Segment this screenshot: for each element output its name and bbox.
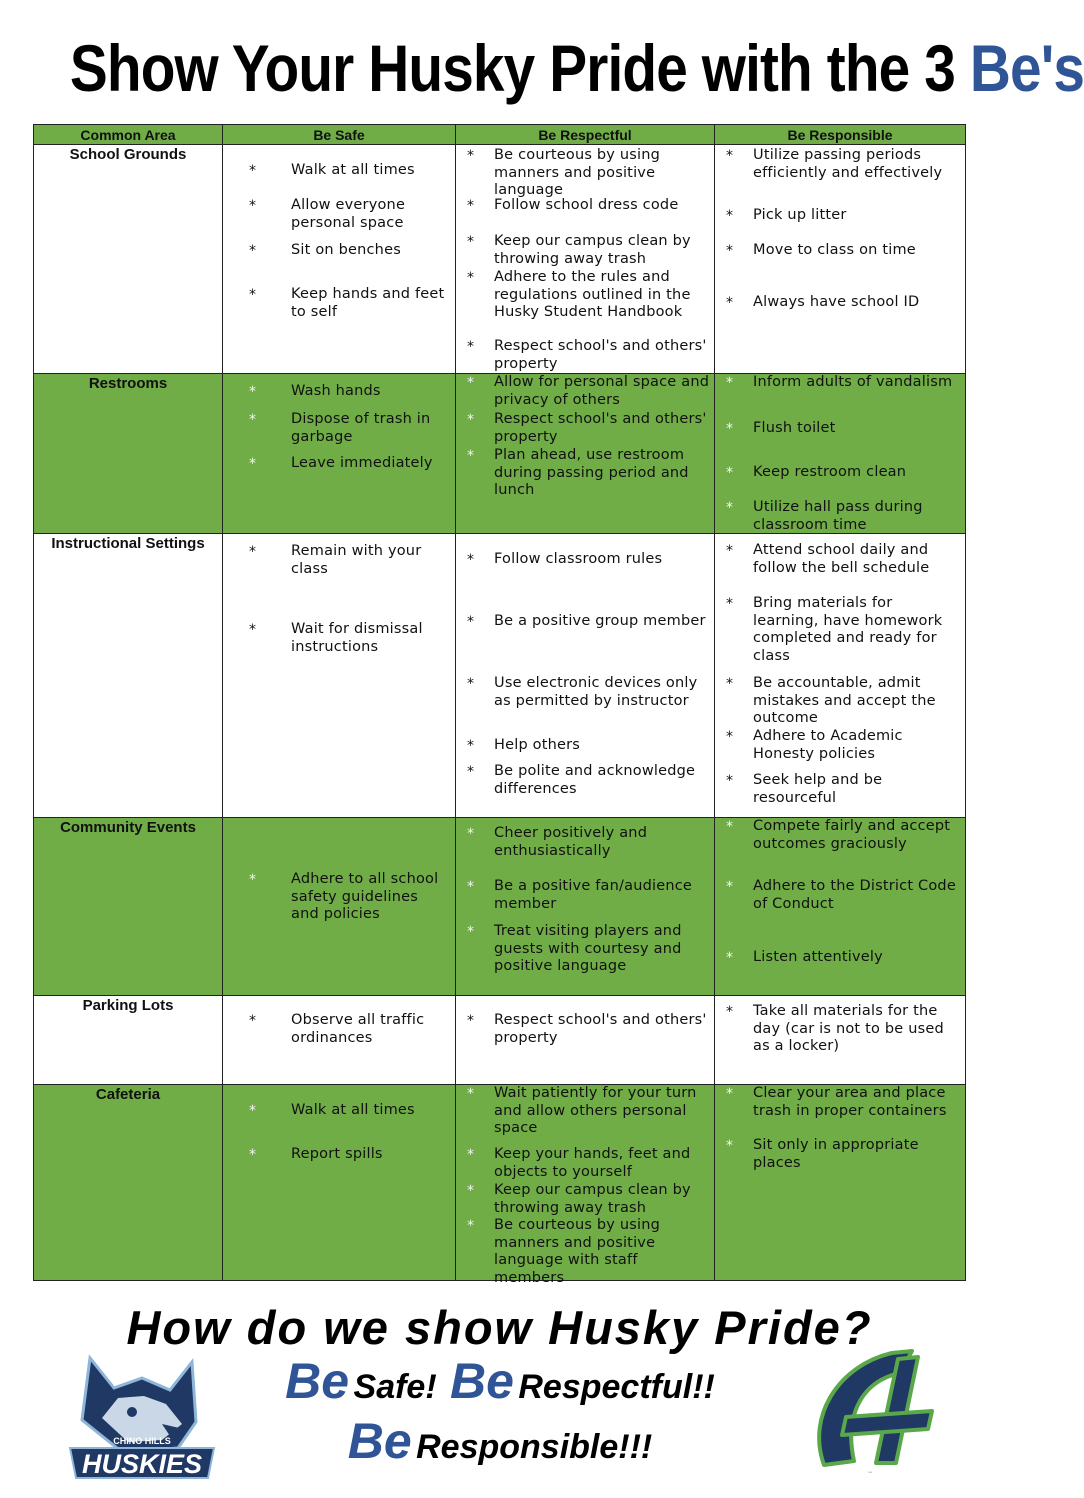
list-item-text: Wash hands [291,383,381,399]
list-item [715,878,965,913]
bullet-star-icon: * [467,1218,474,1234]
bullet-star-icon: * [249,1103,256,1119]
cell-safe-restrooms [223,374,456,534]
bullet-star-icon: * [467,924,474,940]
logo-small-text: CHINO HILLS [113,1436,171,1446]
list-item [223,197,455,232]
cell-content [456,818,714,994]
cell-content [223,534,455,816]
bullet-star-icon: * [467,676,474,692]
cell-content [223,145,455,372]
list-item [456,269,714,322]
list-item-text: Leave immediately [291,455,433,471]
bottom-question: How do we show Husky Pride? [126,1301,873,1354]
list-item-text: Follow classroom rules [494,551,663,567]
list-item-text: Adhere to all school safety guidelines and policies [291,871,439,922]
title-main: Show Your Husky Pride with the 3 [69,31,955,105]
bullet-star-icon: * [467,1147,474,1163]
slogan-responsible: Responsible!!! [416,1428,653,1466]
list-item [715,542,965,577]
list-item-text: Keep hands and feet to self [291,286,445,320]
list-item-text: Compete fairly and accept outcomes graciously [753,818,951,852]
be-word: Be [347,1413,412,1469]
cell-content [715,1085,965,1279]
common-area-parking-lots: Parking Lots [34,996,223,1085]
cell-content [456,145,714,372]
list-item [715,595,965,665]
bullet-star-icon: * [726,950,733,966]
bullet-star-icon: * [249,622,256,638]
list-item-text: Wait patiently for your turn and allow others personal space [494,1085,697,1136]
list-item [456,338,714,373]
list-item [456,763,714,798]
slogan-line-1 [180,1352,820,1410]
list-item-text: Be a positive group member [494,613,706,629]
list-item [223,1146,455,1164]
list-item [715,1085,965,1120]
list-item-text: Utilize hall pass during classroom time [753,499,923,533]
slogan-line-2 [180,1412,820,1470]
list-item [456,147,714,200]
cell-safe-cafeteria [223,1085,456,1281]
bullet-star-icon: * [467,1013,474,1029]
list-item-text: Take all materials for the day (car is not to be used as a locker) [753,1003,944,1054]
bullet-star-icon: * [726,1086,733,1102]
cell-respectful-school-grounds [456,145,715,374]
list-item-text: Clear your area and place trash in proper containers [753,1085,947,1119]
list-item-text: Walk at all times [291,1102,415,1118]
bullet-star-icon: * [467,1183,474,1199]
list-item [456,923,714,976]
list-item-text: Adhere to Academic Honesty policies [753,728,903,762]
bullet-star-icon: * [467,270,474,286]
cell-responsible-school-grounds [715,145,966,374]
list-item-text: Allow everyone personal space [291,197,406,231]
bullet-star-icon: * [726,465,733,481]
list-item-text: Respect school's and others' property [494,1012,707,1046]
bullet-star-icon: * [249,872,256,888]
cell-content [715,818,965,994]
list-item [715,772,965,807]
bullet-star-icon: * [249,287,256,303]
bullet-star-icon: * [726,295,733,311]
common-area-school-grounds: School Grounds [34,145,223,374]
bullet-star-icon: * [467,148,474,164]
list-item-text: Treat visiting players and guests with courtesy and positive language [494,923,682,974]
ch-logo-icon [800,1345,940,1475]
rules-table [33,124,966,1286]
list-item [456,411,714,446]
list-item [223,242,455,260]
cell-content [715,996,965,1083]
list-item [456,374,714,409]
bullet-star-icon: * [726,1004,733,1020]
list-item [715,374,965,392]
bullet-star-icon: * [467,1086,474,1102]
cell-content [223,996,455,1083]
list-item [456,1085,714,1138]
logo-huskies-text: HUSKIES [81,1449,203,1479]
table-row-restrooms [34,374,966,534]
list-item-text: Observe all traffic ordinances [291,1012,425,1046]
list-item [715,294,965,312]
list-item [456,737,714,755]
page-title [69,18,1084,118]
list-item [715,207,965,225]
bullet-star-icon: * [467,826,474,842]
list-item-text: Be accountable, admit mistakes and accept the outcome [753,675,936,726]
list-item-text: Keep your hands, feet and objects to yourself [494,1146,691,1180]
list-item [456,1012,714,1047]
bullet-star-icon: * [726,879,733,895]
list-item [456,825,714,860]
bullet-star-icon: * [726,421,733,437]
title-accent: Be's [969,31,1084,105]
cell-safe-community-events [223,818,456,996]
bullet-star-icon: * [726,543,733,559]
husky-logo-icon [62,1340,222,1480]
list-item-text: Dispose of trash in garbage [291,411,431,445]
bullet-star-icon: * [249,1013,256,1029]
list-item [456,1146,714,1181]
cell-responsible-parking-lots [715,996,966,1085]
list-item [715,147,965,182]
cell-safe-instructional-settings [223,534,456,818]
list-item-text: Be courteous by using manners and positive language with staff members [494,1217,661,1286]
cell-content [223,1085,455,1279]
list-item [223,286,455,321]
list-item-text: Wait for dismissal instructions [291,621,423,655]
bullet-star-icon: * [249,163,256,179]
list-item [715,949,965,967]
cell-content [715,145,965,372]
bullet-star-icon: * [249,412,256,428]
list-item-text: Always have school ID [753,294,920,310]
list-item [223,383,455,401]
bullet-star-icon: * [467,552,474,568]
cell-content [456,1085,714,1286]
list-item [223,411,455,446]
bullet-star-icon: * [726,773,733,789]
cell-responsible-community-events [715,818,966,996]
cell-content [456,996,714,1083]
list-item [715,464,965,482]
cell-respectful-community-events [456,818,715,996]
list-item-text: Pick up litter [753,207,847,223]
cell-safe-school-grounds [223,145,456,374]
list-item-text: Flush toilet [753,420,836,436]
header-be-safe: Be Safe [223,125,456,145]
bullet-star-icon: * [726,729,733,745]
header-be-responsible: Be Responsible [715,125,966,145]
list-item-text: Adhere to the rules and regulations outlined in the Husky Student Handbook [494,269,691,320]
list-item [715,1003,965,1056]
bullet-star-icon: * [726,819,733,835]
bullet-star-icon: * [467,339,474,355]
be-word: Be [285,1353,350,1409]
list-item [715,420,965,438]
cell-respectful-cafeteria [456,1085,715,1286]
list-item-text: Adhere to the District Code of Conduct [753,878,956,912]
list-item-text: Cheer positively and enthusiastically [494,825,648,859]
bullet-star-icon: * [249,243,256,259]
common-area-cafeteria: Cafeteria [34,1085,223,1281]
bullet-star-icon: * [726,243,733,259]
list-item-text: Utilize passing periods efficiently and effectively [753,147,943,181]
list-item-text: Bring materials for learning, have homework completed and ready for class [753,595,943,664]
list-item [223,543,455,578]
list-item-text: Attend school daily and follow the bell schedule [753,542,930,576]
cell-respectful-restrooms [456,374,715,534]
slogan-safe: Safe! [353,1368,437,1406]
bullet-star-icon: * [467,375,474,391]
list-item-text: Follow school dress code [494,197,679,213]
cell-content [715,374,965,532]
ch-logo-text: CH [868,1472,872,1474]
list-item [715,242,965,260]
table-row-cafeteria [34,1085,966,1281]
bullet-star-icon: * [467,198,474,214]
list-item [223,1102,455,1120]
list-item [223,621,455,656]
list-item-text: Be a positive fan/audience member [494,878,693,912]
list-item [715,499,965,534]
cell-content [223,818,455,994]
list-item [715,728,965,763]
list-item [456,878,714,913]
cell-responsible-instructional-settings [715,534,966,818]
list-item [456,675,714,710]
list-item [715,675,965,728]
list-item [456,551,714,569]
header-row [34,125,966,145]
slogan-respectful: Respectful!! [518,1368,715,1406]
common-area-instructional-settings: Instructional Settings [34,534,223,818]
list-item-text: Remain with your class [291,543,422,577]
cell-content [456,534,714,816]
bullet-star-icon: * [467,738,474,754]
be-word: Be [450,1353,514,1409]
list-item-text: Be courteous by using manners and positive language [494,147,661,198]
list-item-text: Allow for personal space and privacy of others [494,374,710,408]
bullet-star-icon: * [467,614,474,630]
list-item-text: Sit only in appropriate places [753,1137,919,1171]
bullet-star-icon: * [726,375,733,391]
table-row-school-grounds [34,145,966,374]
cell-responsible-cafeteria [715,1085,966,1281]
list-item-text: Help others [494,737,581,753]
table-row-instructional-settings [34,534,966,818]
list-item [223,455,455,473]
list-item-text: Keep our campus clean by throwing away trash [494,233,691,267]
bullet-star-icon: * [726,676,733,692]
cell-content [456,374,714,532]
cell-content [715,534,965,816]
cell-safe-parking-lots [223,996,456,1085]
common-area-community-events: Community Events [34,818,223,996]
list-item-text: Listen attentively [753,949,883,965]
bullet-star-icon: * [249,198,256,214]
list-item [456,447,714,500]
list-item-text: Move to class on time [753,242,916,258]
list-item-text: Respect school's and others' property [494,411,707,445]
bullet-star-icon: * [726,500,733,516]
header-be-respectful: Be Respectful [456,125,715,145]
list-item-text: Seek help and be resourceful [753,772,883,806]
bullet-star-icon: * [249,544,256,560]
list-item [456,233,714,268]
header-common-area: Common Area [34,125,223,145]
list-item [456,197,714,215]
table-row-community-events [34,818,966,996]
list-item [456,613,714,631]
cell-responsible-restrooms [715,374,966,534]
common-area-restrooms: Restrooms [34,374,223,534]
list-item [223,1012,455,1047]
list-item-text: Keep restroom clean [753,464,907,480]
bullet-star-icon: * [726,208,733,224]
cell-content [223,374,455,532]
bullet-star-icon: * [467,234,474,250]
bullet-star-icon: * [726,596,733,612]
list-item-text: Plan ahead, use restroom during passing period and lunch [494,447,689,498]
list-item [223,871,455,924]
bullet-star-icon: * [249,384,256,400]
list-item-text: Walk at all times [291,162,415,178]
table-row-parking-lots [34,996,966,1085]
bullet-star-icon: * [249,1147,256,1163]
bullet-star-icon: * [726,1138,733,1154]
list-item [715,1137,965,1172]
bullet-star-icon: * [467,879,474,895]
cell-respectful-instructional-settings [456,534,715,818]
list-item-text: Report spills [291,1146,383,1162]
list-item-text: Sit on benches [291,242,401,258]
list-item-text: Use electronic devices only as permitted by instructor [494,675,698,709]
bullet-star-icon: * [249,456,256,472]
list-item [715,818,965,853]
list-item-text: Keep our campus clean by throwing away trash [494,1182,691,1216]
list-item-text: Inform adults of vandalism [753,374,953,390]
list-item [223,162,455,180]
bullet-star-icon: * [467,412,474,428]
list-item [456,1182,714,1217]
bullet-star-icon: * [467,448,474,464]
bullet-star-icon: * [467,764,474,780]
bullet-star-icon: * [726,148,733,164]
cell-respectful-parking-lots [456,996,715,1085]
list-item-text: Respect school's and others' property [494,338,707,372]
list-item [456,1217,714,1287]
list-item-text: Be polite and acknowledge differences [494,763,696,797]
